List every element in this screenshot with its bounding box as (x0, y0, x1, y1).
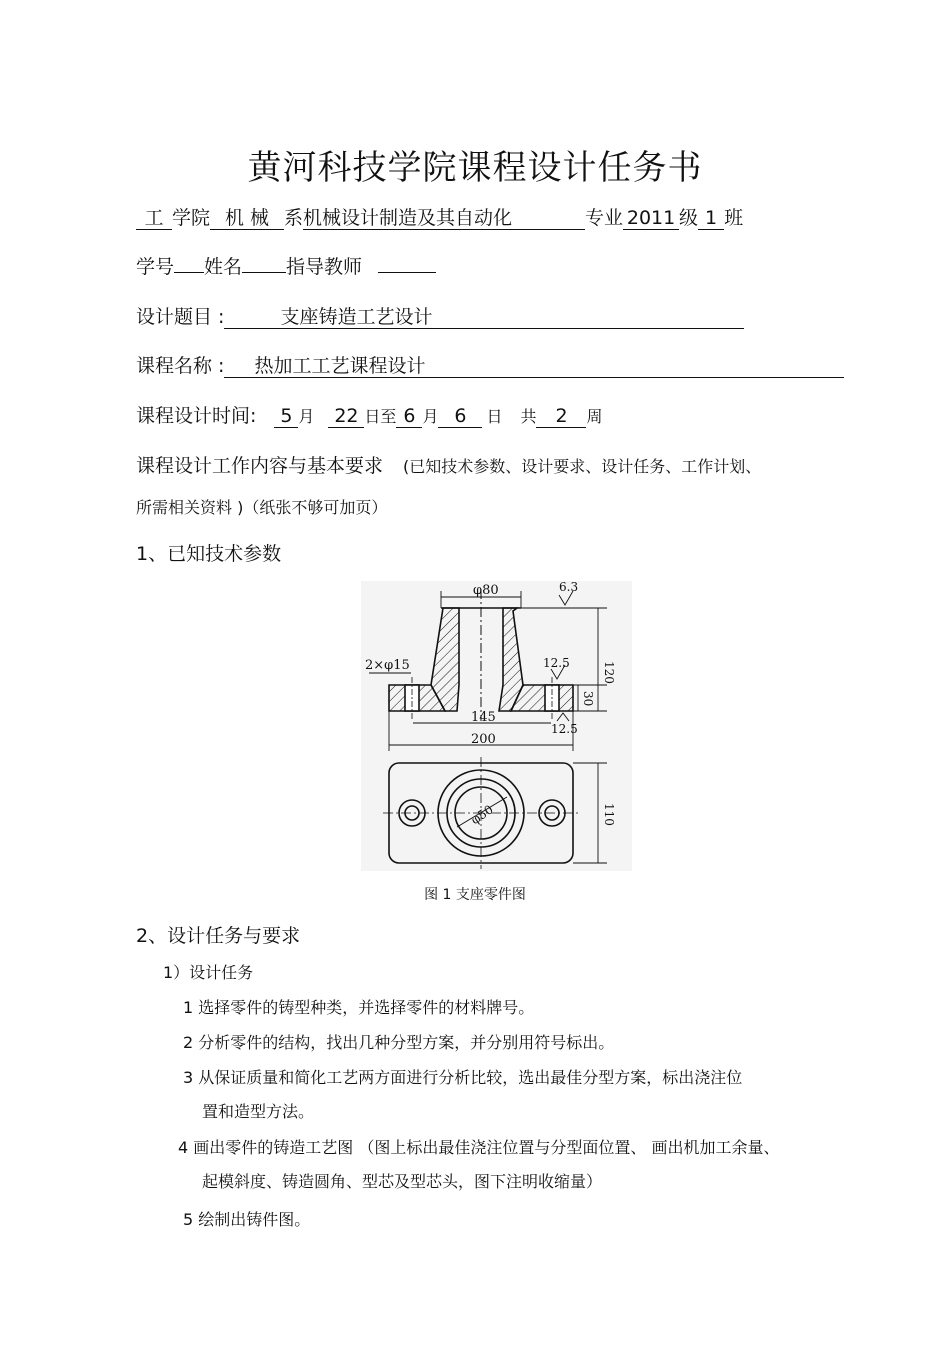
dept-value: 机 械 (210, 207, 284, 230)
content-note-1: (已知技术参数、设计要求、设计任务、工作计划、 (403, 457, 762, 476)
total-label: 共 (520, 407, 537, 426)
student-name-blank[interactable] (242, 272, 286, 273)
content-note-2: 所需相关资料 )（纸张不够可加页） (136, 498, 388, 517)
figure-caption: 图 1 支座零件图 (424, 887, 526, 903)
end-month-label: 月 (422, 407, 439, 426)
topic-line (136, 302, 744, 329)
task-item-continued: 起模斜度、铸造圆角、型芯及型芯头，图下注明收缩量） (202, 1172, 603, 1191)
dim-110: 110 (602, 803, 616, 826)
task-item: 3 从保证质量和简化工艺两方面进行分析比较，选出最佳分型方案，标出浇注位 (183, 1068, 743, 1087)
dim-30: 30 (581, 691, 595, 707)
task-item: 5 绘制出铸件图。 (183, 1210, 311, 1229)
support-part-drawing (361, 581, 632, 871)
task-item: 1 选择零件的铸型种类，并选择零件的材料牌号。 (183, 998, 535, 1017)
grade-value: 2011 (623, 207, 679, 230)
major-value: 机械设计制造及其自动化 (303, 207, 585, 230)
grade-label: 级 (679, 207, 699, 229)
dim-phi80: φ80 (473, 583, 499, 598)
page-title: 黄河科技学院课程设计任务书 (247, 148, 703, 188)
student-name-label: 姓名 (204, 256, 243, 278)
weeks-label: 周 (586, 407, 603, 426)
dept-label: 系 (284, 207, 304, 229)
dim-phi50: φ50 (468, 802, 496, 828)
day-to-label: 日至 (364, 407, 397, 426)
course-line (136, 351, 844, 378)
header-line (136, 203, 743, 230)
month-label: 月 (298, 407, 315, 426)
course-label: 课程名称 : (136, 355, 225, 377)
student-id-label: 学号 (136, 256, 175, 278)
start-month: 5 (274, 405, 298, 428)
section-1-heading: 1、已知技术参数 (136, 543, 282, 565)
end-day: 6 (438, 405, 482, 428)
end-day-label: 日 (486, 407, 503, 426)
roughness-bottom: 12.5 (551, 722, 578, 736)
roughness-right: 12.5 (543, 656, 570, 670)
start-day: 22 (328, 405, 364, 428)
task-item: 4 画出零件的铸造工艺图 （图上标出最佳浇注位置与分型面位置、 画出机加工余量、 (178, 1138, 780, 1157)
student-id-blank[interactable] (174, 272, 204, 273)
teacher-label: 指导教师 (286, 256, 363, 278)
course-value: 热加工工艺课程设计 (254, 355, 426, 377)
end-month: 6 (396, 405, 422, 428)
course-field (224, 355, 844, 378)
holes-label: 2×φ15 (365, 658, 410, 673)
topic-label: 设计题目 : (136, 306, 225, 328)
dim-120: 120 (602, 661, 616, 684)
dim-200: 200 (471, 732, 496, 747)
roughness-top: 6.3 (559, 581, 579, 594)
major-label: 专业 (585, 207, 624, 229)
topic-value: 支座铸造工艺设计 (280, 306, 433, 328)
task-item: 2 分析零件的结构，找出几种分型方案，并分别用符号标出。 (183, 1033, 615, 1052)
content-heading-line (136, 451, 761, 478)
college-label: 学院 (172, 207, 211, 229)
weeks-value: 2 (536, 405, 586, 428)
class-value: 1 (698, 207, 724, 230)
student-line (136, 252, 436, 279)
dim-145: 145 (471, 710, 496, 725)
college-value: 工 (136, 207, 172, 230)
time-line (136, 401, 603, 428)
topic-field (224, 306, 744, 329)
teacher-blank[interactable] (378, 272, 436, 273)
section-2-heading: 2、设计任务与要求 (136, 925, 301, 947)
figure-background (361, 581, 632, 871)
class-label: 班 (724, 207, 744, 229)
time-label: 课程设计时间: (136, 405, 257, 427)
content-heading: 课程设计工作内容与基本要求 (136, 455, 384, 477)
task-item-continued: 置和造型方法。 (202, 1102, 315, 1121)
subsection-design-tasks: 1）设计任务 (163, 963, 254, 982)
